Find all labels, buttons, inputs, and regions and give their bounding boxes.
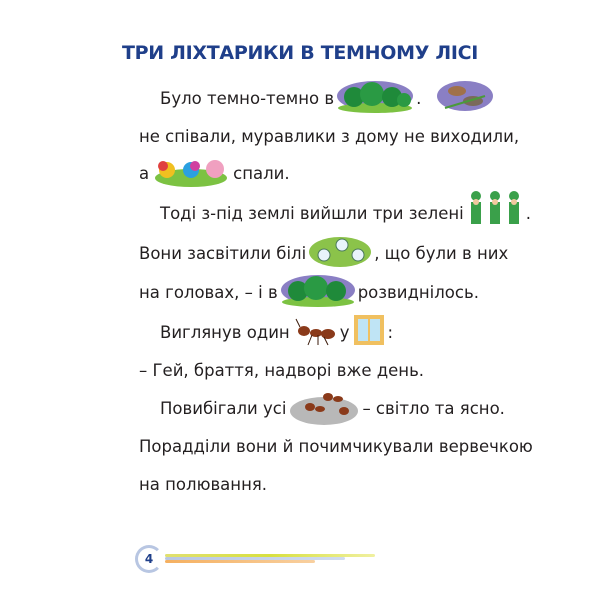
- lanterns-picture: [308, 233, 372, 273]
- butterflies-picture: [151, 154, 231, 192]
- page-number: 4: [135, 545, 163, 573]
- text: Порадділи вони й почимчикували вервечкою: [139, 436, 533, 456]
- story-title: ТРИ ЛІХТАРИКИ В ТЕМНОМУ ЛІСІ: [121, 42, 479, 64]
- text-line: [160, 388, 505, 428]
- text-line: [139, 464, 267, 504]
- text: Вони засвітили білі: [139, 243, 307, 263]
- text-line: [139, 116, 519, 156]
- text: – світло та ясно.: [362, 398, 505, 418]
- text: – Гей, браття, надворі вже день.: [139, 360, 425, 380]
- decorative-stroke: [165, 560, 315, 563]
- text: на головах, – і в: [139, 282, 278, 302]
- text: , що були в них: [374, 243, 509, 263]
- text-line: [160, 78, 497, 118]
- text-line: [139, 233, 508, 273]
- text: спали.: [233, 163, 290, 183]
- text: на полювання.: [139, 474, 268, 494]
- text: Виглянув один: [160, 322, 290, 342]
- forest-picture: [336, 79, 414, 117]
- forest-picture: [280, 273, 356, 311]
- text: не співали, муравлики з дому не виходили,: [139, 126, 520, 146]
- text-line: [139, 426, 533, 466]
- text: .: [525, 203, 531, 223]
- text: :: [387, 322, 394, 342]
- text-line: [160, 193, 531, 233]
- text: у: [339, 322, 350, 342]
- text: Повибігали усі: [160, 398, 287, 418]
- green-gnomes-picture: [466, 188, 524, 238]
- text: Було темно-темно в: [160, 88, 335, 108]
- birds-picture: [435, 76, 495, 120]
- text-line: [139, 272, 479, 312]
- text: розвиднілось.: [357, 282, 479, 302]
- text: а: [139, 163, 150, 183]
- text-line: [160, 312, 393, 352]
- text: .: [416, 88, 422, 108]
- text: Тоді з-під землі вийшли три зелені: [160, 203, 464, 223]
- text-line: [139, 350, 424, 390]
- text-line: [139, 153, 290, 193]
- window-picture: [352, 313, 386, 351]
- ant-picture: [292, 313, 338, 351]
